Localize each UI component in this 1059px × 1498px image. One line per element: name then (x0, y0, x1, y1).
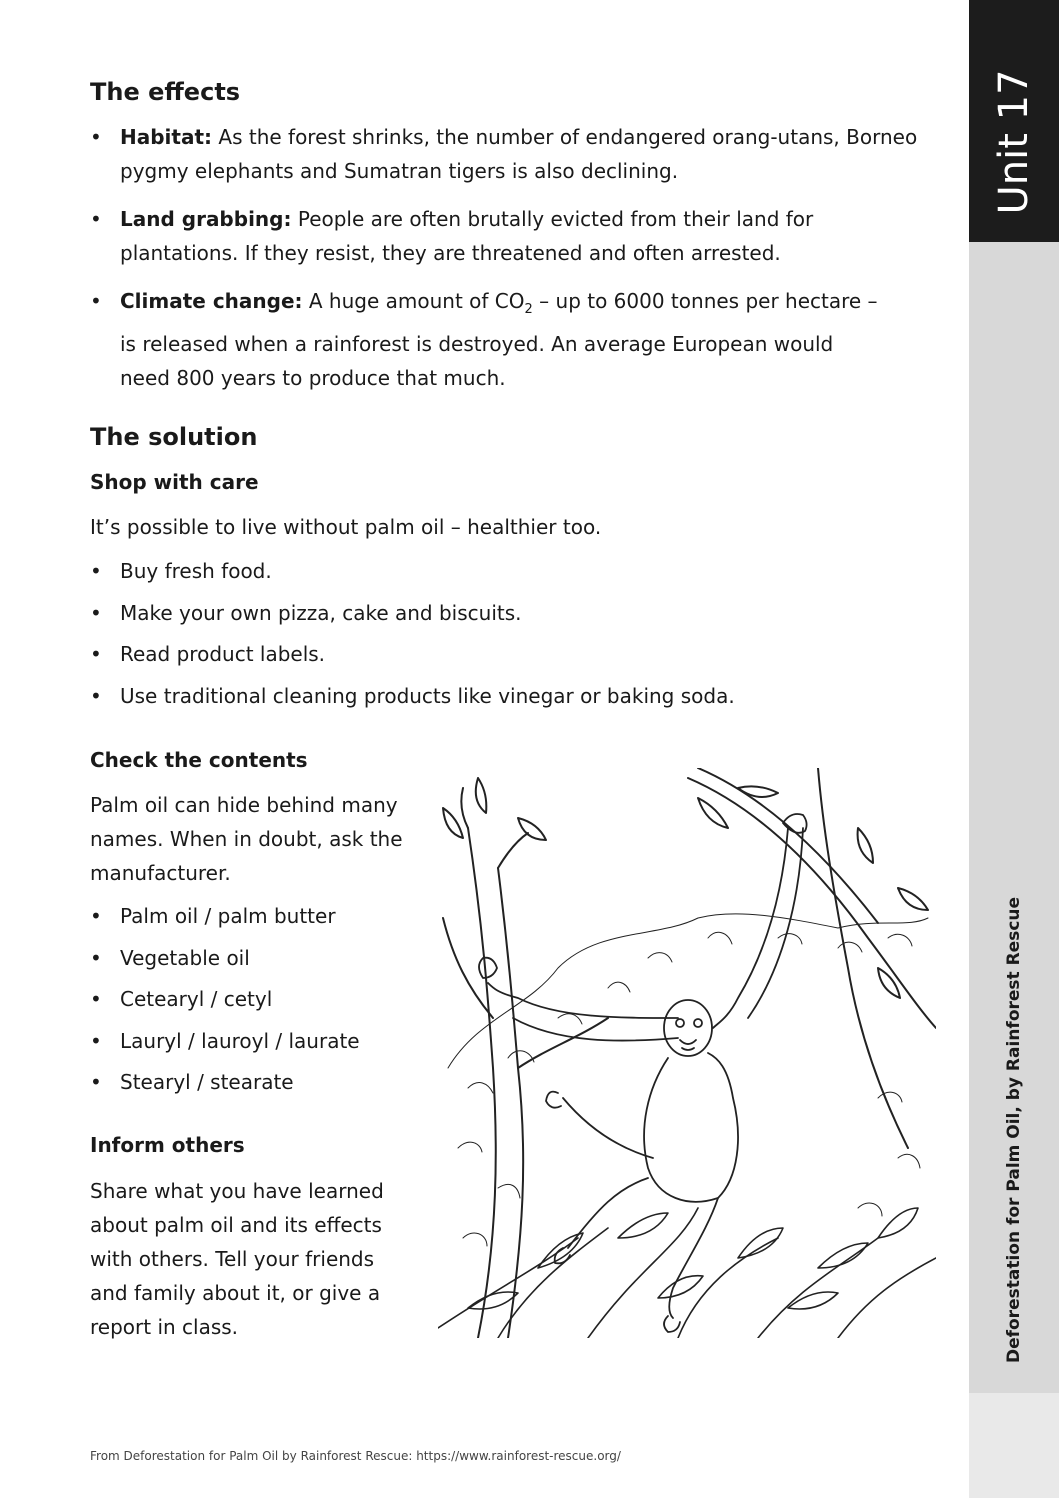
effect-label: Climate change: (120, 289, 303, 313)
sidebar (969, 0, 1059, 1498)
list-item: • Palm oil / palm butter (90, 896, 360, 938)
list-item: • Cetearyl / cetyl (90, 979, 360, 1021)
effect-item-land-grabbing (90, 202, 930, 270)
effects-heading: The effects (90, 78, 241, 106)
list-item: • Buy fresh food. (90, 551, 735, 593)
check-list (90, 896, 360, 1104)
list-item: • Use traditional cleaning products like vinegar or baking soda. (90, 676, 735, 718)
effects-list (90, 120, 930, 395)
effect-item-climate-change (90, 284, 930, 395)
shop-list (90, 551, 735, 717)
sidebar-title: Deforestation for Palm Oil, by Rainforest Rescue (1004, 896, 1024, 1364)
subscript: 2 (524, 302, 533, 317)
effect-text: People are often brutally evicted from their land for plantations. If they resist, they are threatened and often arrested. (120, 207, 814, 265)
branch (688, 768, 936, 1148)
effect-text: As the forest shrinks, the number of endangered orang-utans, Borneo pygmy elephants and Sumatran tigers is also declining. (120, 125, 918, 183)
effect-text: A huge amount of CO (308, 289, 525, 313)
ground-plants (438, 1208, 936, 1338)
unit-tab (969, 0, 1059, 242)
shop-heading: Shop with care (90, 470, 259, 494)
effect-label: Habitat: (120, 125, 213, 149)
check-intro: Palm oil can hide behind many names. When in doubt, ask the manufacturer. (90, 793, 403, 885)
list-item: • Lauryl / lauroyl / laurate (90, 1021, 360, 1063)
inform-text: Share what you have learned about palm oil and its effects with others. Tell your friends and family about it, or give a report in class. (90, 1179, 384, 1339)
footer-credit: From Deforestation for Palm Oil by Rainforest Rescue: https://www.rainforest-rescue.org/ (90, 1449, 621, 1463)
orangutan (479, 814, 807, 1332)
sidebar-footer-block (969, 1393, 1059, 1498)
effect-text: – up to 6000 tonnes per hectare – is released when a rainforest is destroyed. An average European would need 800 years to produce that much. (120, 289, 878, 390)
effect-item-habitat (90, 120, 930, 188)
effect-label: Land grabbing: (120, 207, 292, 231)
inform-heading: Inform others (90, 1133, 245, 1157)
solution-heading: The solution (90, 423, 258, 451)
shop-intro: It’s possible to live without palm oil – healthier too. (90, 515, 602, 539)
list-item: • Stearyl / stearate (90, 1062, 360, 1104)
tree-trunk (443, 778, 608, 1338)
list-item: • Make your own pizza, cake and biscuits. (90, 593, 735, 635)
check-heading: Check the contents (90, 748, 308, 772)
orangutan-illustration (438, 768, 936, 1338)
unit-label: Unit 17 (991, 69, 1037, 215)
list-item: • Vegetable oil (90, 938, 360, 980)
list-item: • Read product labels. (90, 634, 735, 676)
